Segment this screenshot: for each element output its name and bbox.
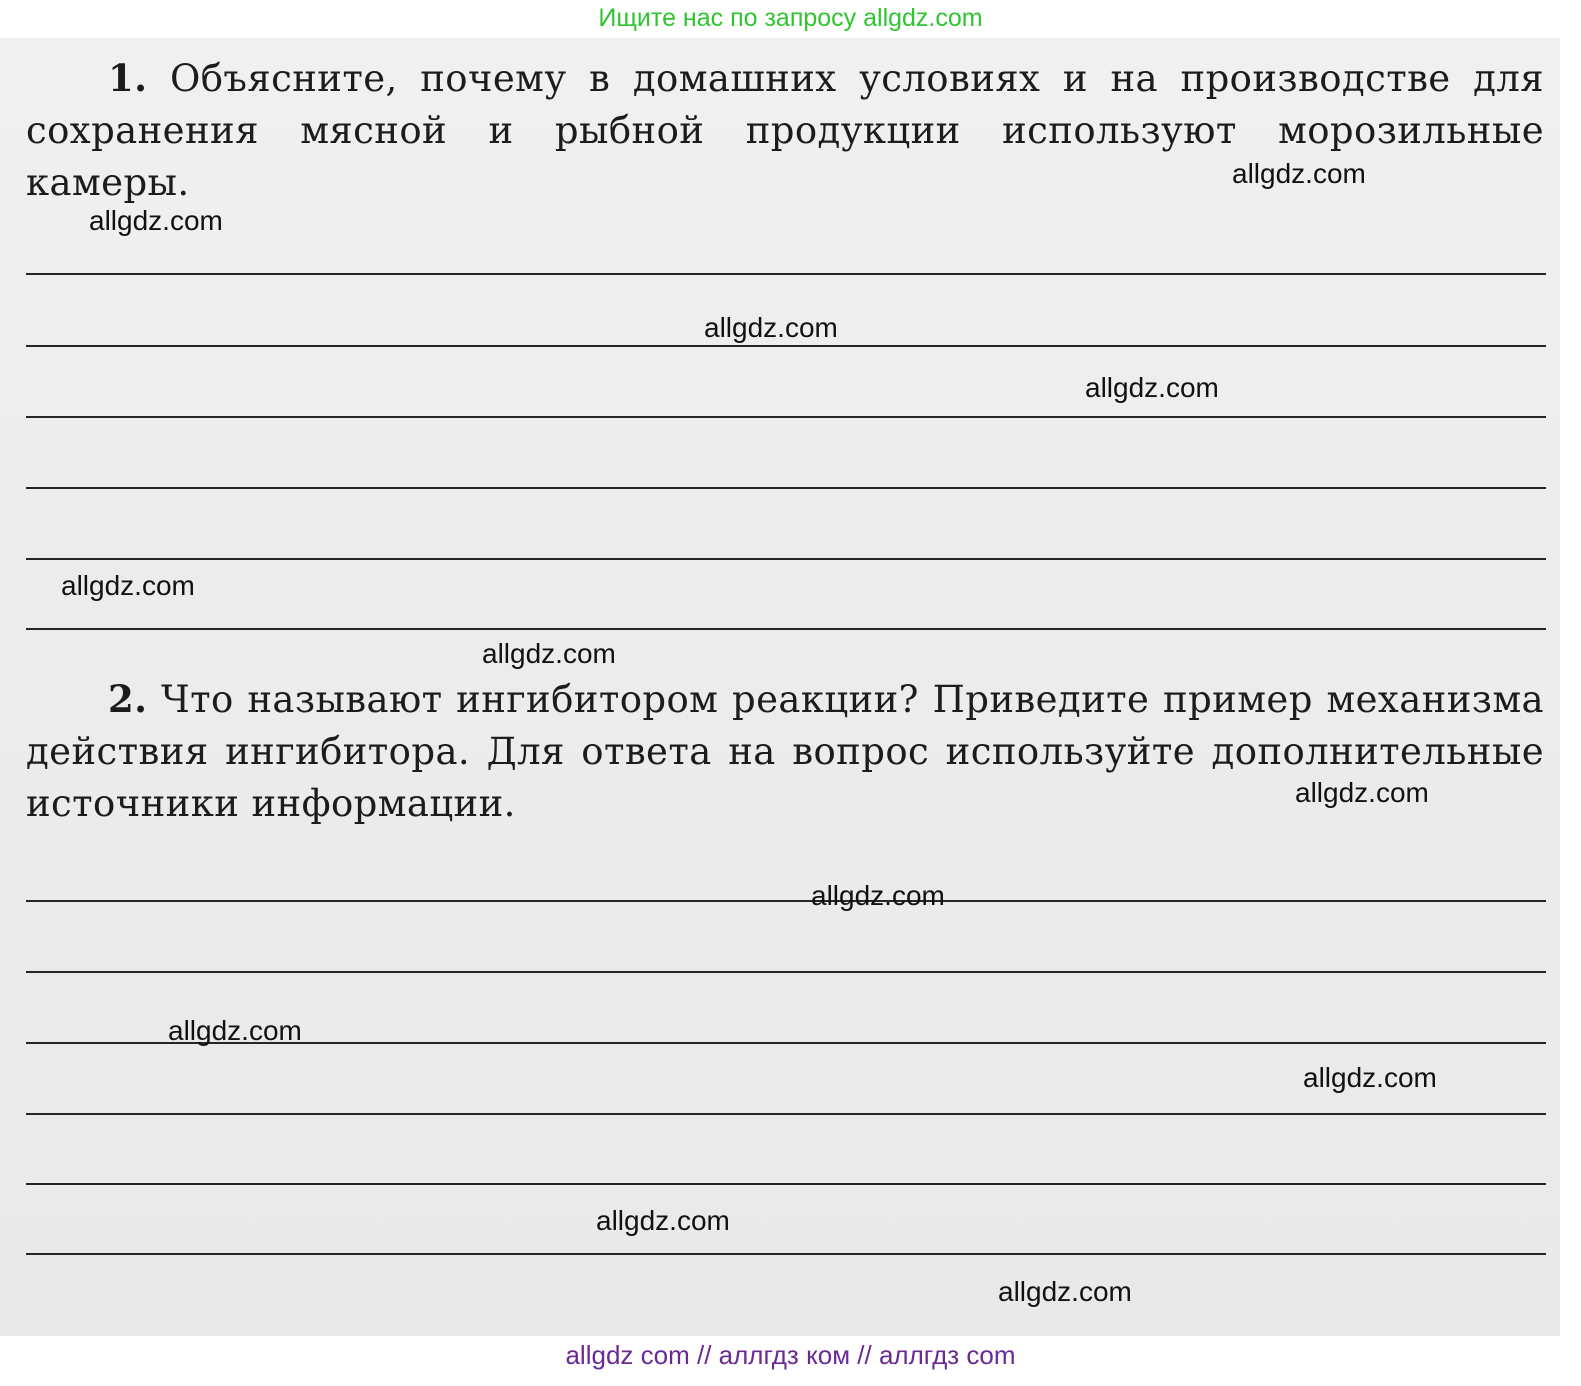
question-2-number: 2. [108, 677, 148, 721]
answer-line [26, 971, 1546, 973]
answer-line [26, 1253, 1546, 1255]
answer-line [26, 273, 1546, 275]
watermark-text: allgdz.com [61, 570, 195, 601]
answer-line [26, 900, 1546, 902]
watermark-text: allgdz.com [998, 1276, 1132, 1307]
answer-line [26, 416, 1546, 418]
page-margin [1560, 38, 1581, 1336]
answer-line [26, 345, 1546, 347]
watermark-text: allgdz.com [704, 312, 838, 343]
answer-line [26, 558, 1546, 560]
watermark-text: allgdz.com [1232, 158, 1366, 189]
question-1-text: Объясните, почему в домашних условиях и на производстве для сохранения мясной и рыбной продукции используют морозильные камеры. [26, 57, 1544, 204]
answer-line [26, 1113, 1546, 1115]
watermark-text: allgdz.com [482, 638, 616, 669]
watermark-text: allgdz.com [89, 205, 223, 236]
question-1-number: 1. [108, 56, 148, 100]
answer-line [26, 487, 1546, 489]
bottom-site-banner[interactable]: allgdz com // аллгдз ком // аллгдз com [0, 1336, 1581, 1386]
watermark-text: allgdz.com [1303, 1062, 1437, 1093]
question-2-text: Что называют ингибитором реакции? Приведите пример механизма действия ингибитора. Для ответа на вопрос используйте дополнительные источники информации. [26, 678, 1545, 825]
watermark-text: allgdz.com [811, 880, 945, 911]
watermark-text: allgdz.com [168, 1015, 302, 1046]
answer-line [26, 1183, 1546, 1185]
watermark-text: allgdz.com [1295, 777, 1429, 808]
watermark-text: allgdz.com [1085, 372, 1219, 403]
top-search-banner[interactable]: Ищите нас по запросу allgdz.com [0, 0, 1581, 38]
workbook-page [0, 38, 1560, 1336]
watermark-text: allgdz.com [596, 1205, 730, 1236]
answer-line [26, 628, 1546, 630]
